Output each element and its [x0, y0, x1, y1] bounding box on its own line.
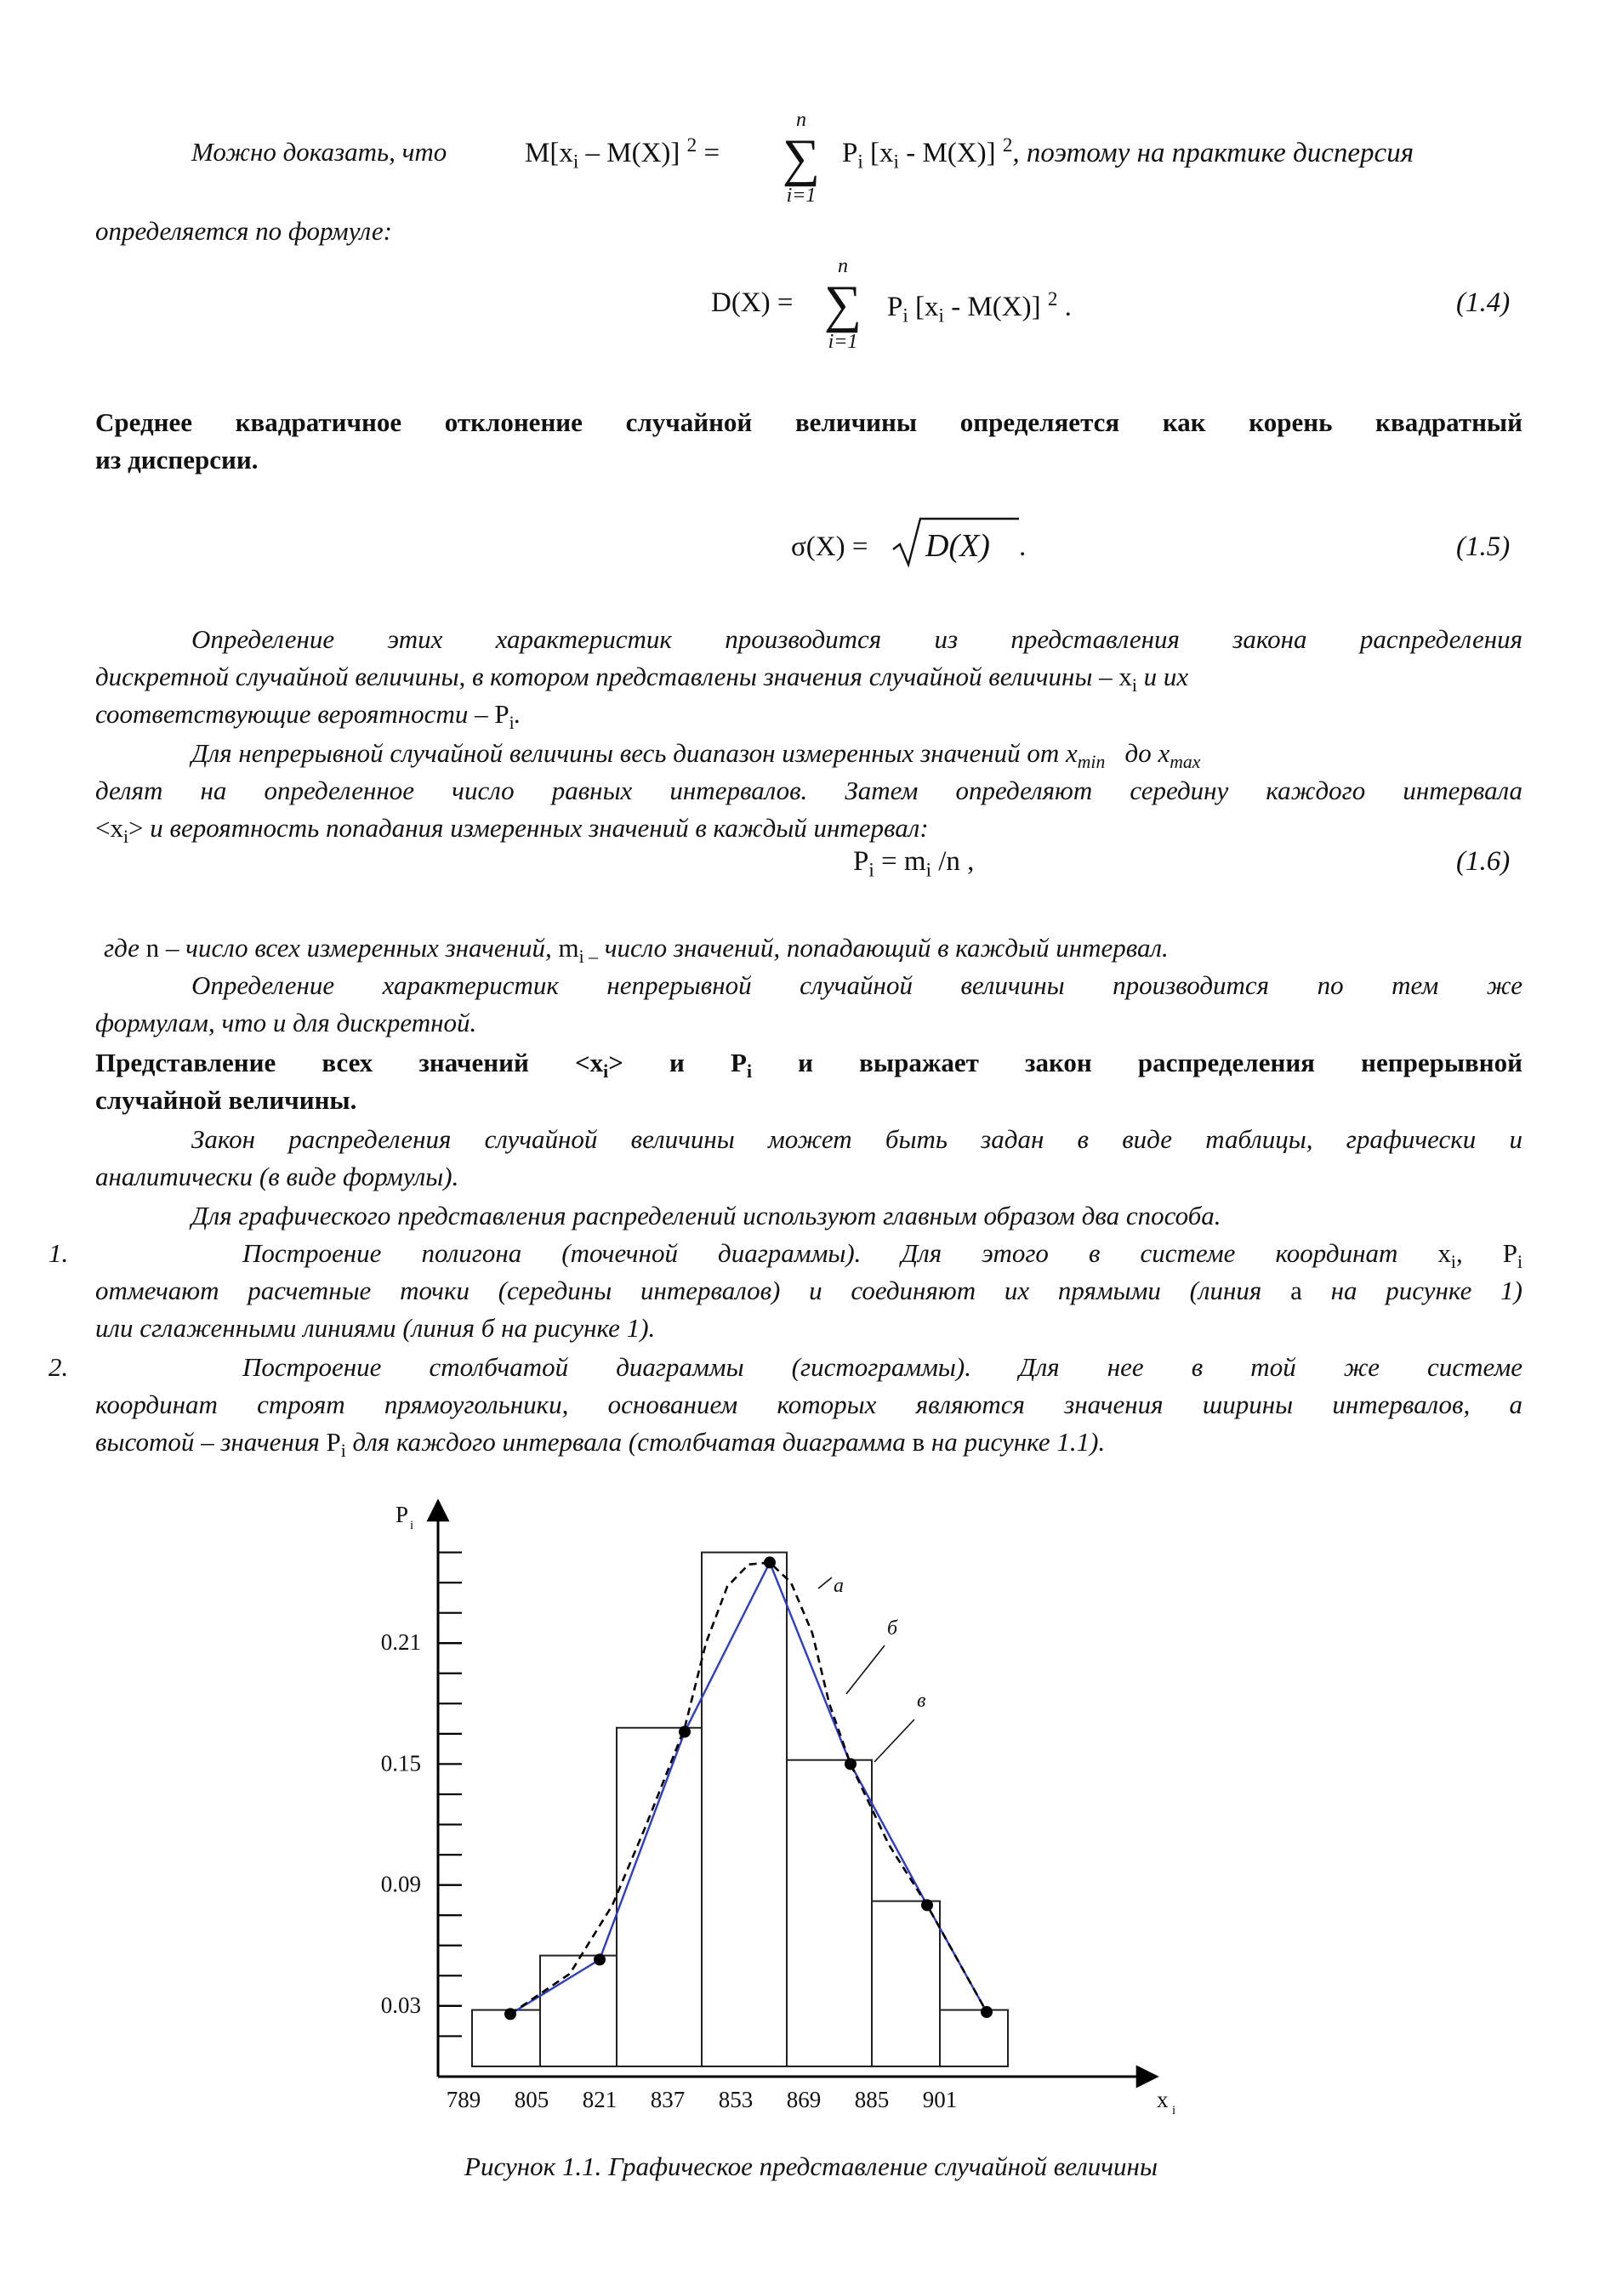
list-item-1-line1: Построение полигона (точечной диаграммы). Для этого в системе координат $x_i$, $P_i$ [242, 1238, 1523, 1273]
y-tick-label: 0.03 [380, 1992, 421, 2018]
paragraph-continuous-line1: Для непрерывной случайной величины весь диапазон измеренных значений от $x_{min}$ до $x_{max}$ [191, 738, 1201, 773]
paragraph-graphical-methods: Для графического представления распределений используют главным образом два способа. [191, 1201, 1221, 1230]
x-tick-label: 901 [922, 2087, 958, 2112]
bold-definition-std-line2: из дисперсии. [95, 445, 259, 475]
x-tick-label: 853 [718, 2087, 754, 2112]
data-points [504, 1556, 993, 2020]
intro-text: Можно доказать, что [191, 137, 447, 167]
paragraph-variance-line2: определяется по формуле: [95, 216, 393, 246]
annotation-leader [846, 1645, 885, 1694]
equation-1-4-rhs: $P_i$ $[x_i - M(X)]$ $^2$ . [887, 287, 1072, 327]
data-point [981, 2006, 993, 2018]
paragraph-law-line2: аналитически (в виде формулы). [95, 1162, 459, 1191]
variance-identity-rhs: $P_i$ $[x_i - M(X)]$ $^2$, поэтому на практике дисперсия [842, 134, 1414, 173]
list-item-1-line3: или сглаженными линиями (линия б на рисунке 1). [95, 1313, 656, 1343]
axis-labels [396, 1502, 1175, 2117]
histogram-bar [787, 1760, 872, 2066]
sum-symbol [780, 109, 822, 207]
y-tick-label: 0.21 [380, 1629, 421, 1656]
bold-definition-std-line1: Среднее квадратичное отклонение случайной величины определяется как корень квадратный [95, 407, 1522, 437]
list-item-1-line2: отмечают расчетные точки (середины интервалов) и соединяют их прямыми (линия а на рисунке 1) [95, 1276, 1522, 1305]
equation-1-5-end: . [1019, 531, 1027, 562]
equation-number-1-5: (1.5) [1456, 531, 1511, 562]
x-tick-label: 885 [854, 2087, 890, 2112]
equation-1-5-lhs: σ(X) = [791, 531, 868, 562]
sum-upper-limit: n [838, 255, 848, 277]
equation-number-1-6: (1.6) [1456, 846, 1511, 877]
histogram-bar [617, 1728, 702, 2066]
histogram-bar [702, 1553, 787, 2066]
paragraph-characteristics-line2: дискретной случайной величины, в котором представлены значения случайной величины – $x_i$ и их [95, 662, 1189, 696]
list-item-1-marker: 1. [48, 1238, 69, 1268]
paragraph-where-n: где n – число всех измеренных значений, $m_{i -}$ число значений, попадающий в каждый интервал. [104, 933, 1169, 968]
equation-number-1-4: (1.4) [1456, 287, 1511, 318]
sum-upper-limit: n [796, 109, 806, 131]
y-axis-label: P [396, 1502, 409, 1527]
data-point [764, 1556, 776, 1568]
x-axis-label: x [1157, 2087, 1169, 2112]
annotation-leader [818, 1577, 832, 1588]
distribution-figure [0, 1497, 1622, 2202]
data-point [921, 1899, 933, 1911]
list-item-2-line1: Построение столбчатой диаграммы (гистограммы). Для нее в той же системе [242, 1352, 1522, 1382]
list-item-2-marker: 2. [48, 1352, 69, 1382]
paragraph-same-formulas-line1: Определение характеристик непрерывной случайной величины производится по тем же [191, 970, 1522, 1000]
sum-symbol-1-4 [822, 255, 864, 354]
paragraph-continuous-line3: $<x_i> и$ вероятность попадания измеренных значений в каждый интервал: [95, 813, 929, 848]
equation-1-5-radicand: D(X) [925, 528, 990, 564]
sigma-icon: ∑ [782, 129, 821, 187]
bold-representation-line1: Представление всех значений $<x_i> и$ $P_i$ и выражает закон распределения непрерывной [95, 1048, 1522, 1083]
polygon-lines [510, 1562, 987, 2014]
equation-1-4-lhs: D(X) = [711, 287, 794, 318]
x-tick-label: 869 [786, 2087, 822, 2112]
x-tick-label: 789 [446, 2087, 481, 2112]
annotation-leader [874, 1719, 914, 1762]
list-item-2-line2: координат строят прямоугольники, основанием которых являются значения ширины интервалов, а [95, 1390, 1522, 1419]
y-axis-label-sub: i [410, 1519, 414, 1532]
data-point [845, 1758, 857, 1770]
figure-caption: Рисунок 1.1. Графическое представление случайной величины [464, 2151, 1158, 2181]
annotation-label: а [834, 1575, 844, 1597]
list-item-2-line3: высотой – значения $P_i$ для каждого интервала (столбчатая диаграмма в на рисунке 1.1). [95, 1427, 1106, 1462]
annotation-label: б [887, 1617, 898, 1640]
equation-1-6: $P_i = m_i$ /n , [853, 846, 975, 881]
paragraph-characteristics-line1: Определение этих характеристик производится из представления закона распределения [191, 624, 1522, 654]
x-tick-label: 837 [650, 2087, 686, 2112]
annotation-label: в [917, 1690, 926, 1712]
x-axis-label-sub: i [1172, 2104, 1176, 2117]
histogram-bar [940, 2010, 1008, 2066]
variance-identity-lhs: $M[x_i - M(X)] ^2$ = [525, 134, 720, 173]
polygon-line [510, 1562, 987, 2014]
paragraph-continuous-line2: делят на определенное число равных интервалов. Затем определяют середину каждого интервала [95, 776, 1522, 805]
paragraph-law-line1: Закон распределения случайной величины может быть задан в виде таблицы, графически и [191, 1124, 1522, 1154]
sigma-icon: ∑ [823, 276, 862, 333]
data-point [504, 2008, 516, 2020]
x-tick-label: 821 [582, 2087, 617, 2112]
histogram-bar [872, 1901, 940, 2066]
axis-ticks [381, 1553, 958, 2112]
paragraph-same-formulas-line2: формулам, что и для дискретной. [95, 1008, 477, 1037]
y-tick-label: 0.09 [380, 1871, 421, 1897]
histogram-bar [472, 2010, 540, 2066]
sum-lower-limit: i=1 [828, 331, 858, 353]
curve-annotations [818, 1575, 925, 1762]
y-tick-label: 0.15 [380, 1750, 421, 1776]
data-point [679, 1726, 691, 1738]
bold-representation-line2: случайной величины. [95, 1085, 357, 1115]
paragraph-characteristics-line3: соответствующие вероятности – $P_i$. [95, 699, 521, 734]
sum-lower-limit: i=1 [786, 185, 817, 207]
data-point [594, 1953, 606, 1965]
smoothed-curve-line [510, 1562, 987, 2014]
x-tick-label: 805 [514, 2087, 549, 2112]
